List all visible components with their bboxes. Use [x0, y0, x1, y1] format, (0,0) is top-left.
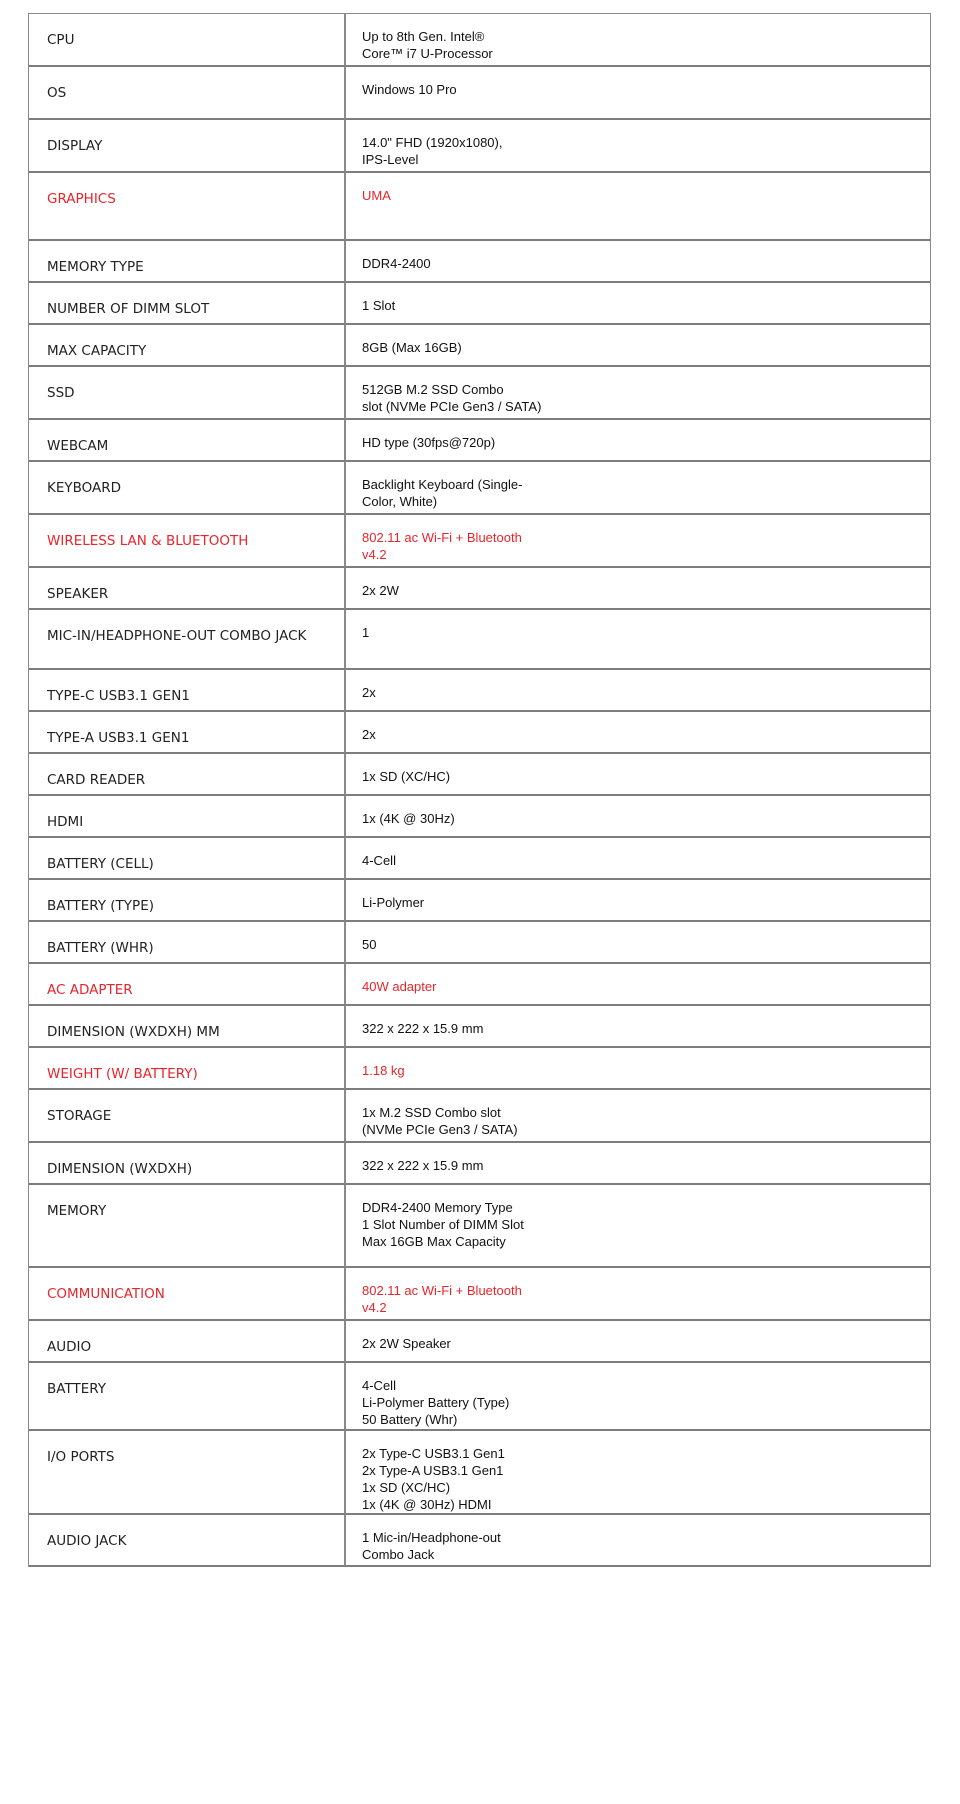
spec-row — [29, 754, 930, 796]
spec-label: SPEAKER — [47, 586, 109, 602]
spec-label: STORAGE — [47, 1108, 112, 1124]
spec-value-cell — [346, 1515, 930, 1567]
spec-label: COMMUNICATION — [47, 1286, 165, 1302]
spec-label-cell — [29, 241, 346, 283]
spec-value-cell — [346, 462, 930, 515]
spec-value-cell — [346, 241, 930, 283]
spec-row — [29, 964, 930, 1006]
spec-label: CPU — [47, 32, 75, 48]
spec-row — [29, 14, 930, 67]
spec-label-cell — [29, 880, 346, 922]
spec-value-cell — [346, 880, 930, 922]
spec-label-cell — [29, 1268, 346, 1321]
spec-label: GRAPHICS — [47, 191, 116, 207]
spec-label: DISPLAY — [47, 138, 103, 154]
spec-value-cell — [346, 1006, 930, 1048]
spec-value-cell — [346, 610, 930, 670]
spec-label-cell — [29, 462, 346, 515]
spec-label: MIC-IN/HEADPHONE-OUT COMBO JACK — [47, 628, 307, 644]
spec-row — [29, 712, 930, 754]
spec-value-cell — [346, 712, 930, 754]
spec-label-cell — [29, 1431, 346, 1515]
spec-label: TYPE-C USB3.1 GEN1 — [47, 688, 190, 704]
spec-value: 802.11 ac Wi-Fi + Bluetooth v4.2 — [362, 1283, 522, 1315]
spec-label-cell — [29, 1515, 346, 1567]
spec-label-cell — [29, 922, 346, 964]
spec-value-cell — [346, 754, 930, 796]
spec-row — [29, 796, 930, 838]
spec-row — [29, 670, 930, 712]
spec-value-cell — [346, 670, 930, 712]
spec-value: 512GB M.2 SSD Combo slot (NVMe PCIe Gen3 / SATA) — [362, 382, 542, 414]
spec-label: MEMORY — [47, 1203, 107, 1219]
spec-label-cell — [29, 796, 346, 838]
spec-label: WEIGHT (W/ BATTERY) — [47, 1066, 198, 1082]
spec-label-cell — [29, 1185, 346, 1268]
spec-row — [29, 515, 930, 568]
spec-row — [29, 838, 930, 880]
spec-value: 322 x 222 x 15.9 mm — [362, 1158, 484, 1173]
spec-value: 1x M.2 SSD Combo slot (NVMe PCIe Gen3 / SATA) — [362, 1105, 518, 1137]
specification-body — [29, 14, 930, 1567]
spec-value: 1.18 kg — [362, 1063, 405, 1078]
spec-label: BATTERY (CELL) — [47, 856, 154, 872]
spec-value: UMA — [362, 188, 391, 203]
spec-row — [29, 367, 930, 420]
spec-value: 2x — [362, 685, 376, 700]
spec-label: BATTERY (WHR) — [47, 940, 154, 956]
spec-label: TYPE-A USB3.1 GEN1 — [47, 730, 190, 746]
spec-value-cell — [346, 964, 930, 1006]
spec-value-cell — [346, 1090, 930, 1143]
spec-label-cell — [29, 1090, 346, 1143]
spec-label-cell — [29, 367, 346, 420]
spec-label-cell — [29, 515, 346, 568]
spec-row — [29, 420, 930, 462]
spec-label-cell — [29, 568, 346, 610]
spec-label-cell — [29, 67, 346, 120]
spec-label: NUMBER OF DIMM SLOT — [47, 301, 210, 317]
spec-row — [29, 173, 930, 241]
spec-row — [29, 325, 930, 367]
spec-label-cell — [29, 325, 346, 367]
spec-value: 40W adapter — [362, 979, 437, 994]
spec-value-cell — [346, 838, 930, 880]
spec-row — [29, 462, 930, 515]
spec-value: DDR4-2400 Memory Type 1 Slot Number of DIMM Slot Max 16GB Max Capacity — [362, 1200, 524, 1249]
spec-value: Windows 10 Pro — [362, 82, 457, 97]
spec-value: DDR4-2400 — [362, 256, 431, 271]
spec-label: AUDIO JACK — [47, 1533, 127, 1549]
spec-row — [29, 610, 930, 670]
spec-row — [29, 1006, 930, 1048]
spec-value: HD type (30fps@720p) — [362, 435, 496, 450]
spec-value: 1x SD (XC/HC) — [362, 769, 451, 784]
spec-value: 4-Cell Li-Polymer Battery (Type) 50 Battery (Whr) — [362, 1378, 510, 1427]
spec-value: 2x 2W Speaker — [362, 1336, 451, 1351]
spec-value: 2x — [362, 727, 376, 742]
spec-value-cell — [346, 14, 930, 67]
spec-value: 1 Slot — [362, 298, 396, 313]
spec-value-cell — [346, 1268, 930, 1321]
spec-label: I/O PORTS — [47, 1449, 115, 1465]
spec-value-cell — [346, 568, 930, 610]
spec-label-cell — [29, 1321, 346, 1363]
spec-label-cell — [29, 120, 346, 173]
spec-value: 802.11 ac Wi-Fi + Bluetooth v4.2 — [362, 530, 522, 562]
spec-label-cell — [29, 754, 346, 796]
spec-value-cell — [346, 420, 930, 462]
spec-value-cell — [346, 67, 930, 120]
spec-label: OS — [47, 85, 67, 101]
spec-value: 4-Cell — [362, 853, 396, 868]
spec-row — [29, 568, 930, 610]
spec-label-cell — [29, 712, 346, 754]
spec-label-cell — [29, 670, 346, 712]
spec-value: 1x (4K @ 30Hz) — [362, 811, 455, 826]
spec-label: KEYBOARD — [47, 480, 122, 496]
spec-label-cell — [29, 1363, 346, 1431]
spec-row — [29, 1321, 930, 1363]
spec-row — [29, 880, 930, 922]
spec-value: 8GB (Max 16GB) — [362, 340, 462, 355]
spec-row — [29, 1143, 930, 1185]
spec-value: Li-Polymer — [362, 895, 425, 910]
spec-label-cell — [29, 420, 346, 462]
spec-value-cell — [346, 1363, 930, 1431]
spec-value-cell — [346, 1185, 930, 1268]
spec-label: MEMORY TYPE — [47, 259, 144, 275]
spec-label: DIMENSION (WXDXH) — [47, 1161, 193, 1177]
spec-row — [29, 1090, 930, 1143]
spec-row — [29, 67, 930, 120]
spec-row — [29, 1363, 930, 1431]
spec-label: WEBCAM — [47, 438, 109, 454]
spec-row — [29, 241, 930, 283]
spec-label: DIMENSION (WXDXH) MM — [47, 1024, 220, 1040]
spec-label-cell — [29, 283, 346, 325]
spec-label-cell — [29, 14, 346, 67]
spec-label: BATTERY (TYPE) — [47, 898, 154, 914]
spec-row — [29, 1185, 930, 1268]
spec-value: 14.0" FHD (1920x1080), IPS-Level — [362, 135, 503, 167]
specification-table — [28, 13, 931, 1567]
spec-label: CARD READER — [47, 772, 146, 788]
spec-row — [29, 1048, 930, 1090]
spec-label: BATTERY — [47, 1381, 106, 1397]
spec-value-cell — [346, 173, 930, 241]
spec-value-cell — [346, 922, 930, 964]
spec-label: HDMI — [47, 814, 84, 830]
spec-value-cell — [346, 120, 930, 173]
spec-value-cell — [346, 283, 930, 325]
spec-value-cell — [346, 796, 930, 838]
spec-value-cell — [346, 367, 930, 420]
spec-value: 1 Mic-in/Headphone-out Combo Jack — [362, 1530, 501, 1562]
spec-value-cell — [346, 1048, 930, 1090]
spec-value-cell — [346, 1321, 930, 1363]
spec-label-cell — [29, 964, 346, 1006]
spec-value: 1 — [362, 625, 370, 640]
spec-value: Backlight Keyboard (Single- Color, White) — [362, 477, 523, 509]
spec-label: MAX CAPACITY — [47, 343, 147, 359]
spec-value-cell — [346, 325, 930, 367]
spec-value: 2x Type-C USB3.1 Gen1 2x Type-A USB3.1 Gen1 1x SD (XC/HC) 1x (4K @ 30Hz) HDMI — [362, 1446, 505, 1512]
spec-label-cell — [29, 1006, 346, 1048]
spec-row — [29, 1431, 930, 1515]
spec-label: SSD — [47, 385, 75, 401]
spec-label: WIRELESS LAN & BLUETOOTH — [47, 533, 249, 549]
spec-label-cell — [29, 1143, 346, 1185]
spec-value: 50 — [362, 937, 377, 952]
spec-row — [29, 1268, 930, 1321]
spec-value-cell — [346, 1431, 930, 1515]
spec-value-cell — [346, 1143, 930, 1185]
spec-row — [29, 922, 930, 964]
spec-row — [29, 120, 930, 173]
spec-label-cell — [29, 838, 346, 880]
spec-label-cell — [29, 173, 346, 241]
spec-value: 2x 2W — [362, 583, 399, 598]
spec-value-cell — [346, 515, 930, 568]
spec-row — [29, 283, 930, 325]
spec-value: 322 x 222 x 15.9 mm — [362, 1021, 484, 1036]
spec-label-cell — [29, 610, 346, 670]
spec-label: AC ADAPTER — [47, 982, 133, 998]
spec-label-cell — [29, 1048, 346, 1090]
spec-row — [29, 1515, 930, 1567]
spec-label: AUDIO — [47, 1339, 92, 1355]
spec-value: Up to 8th Gen. Intel® Core™ i7 U-Processor — [362, 29, 493, 61]
